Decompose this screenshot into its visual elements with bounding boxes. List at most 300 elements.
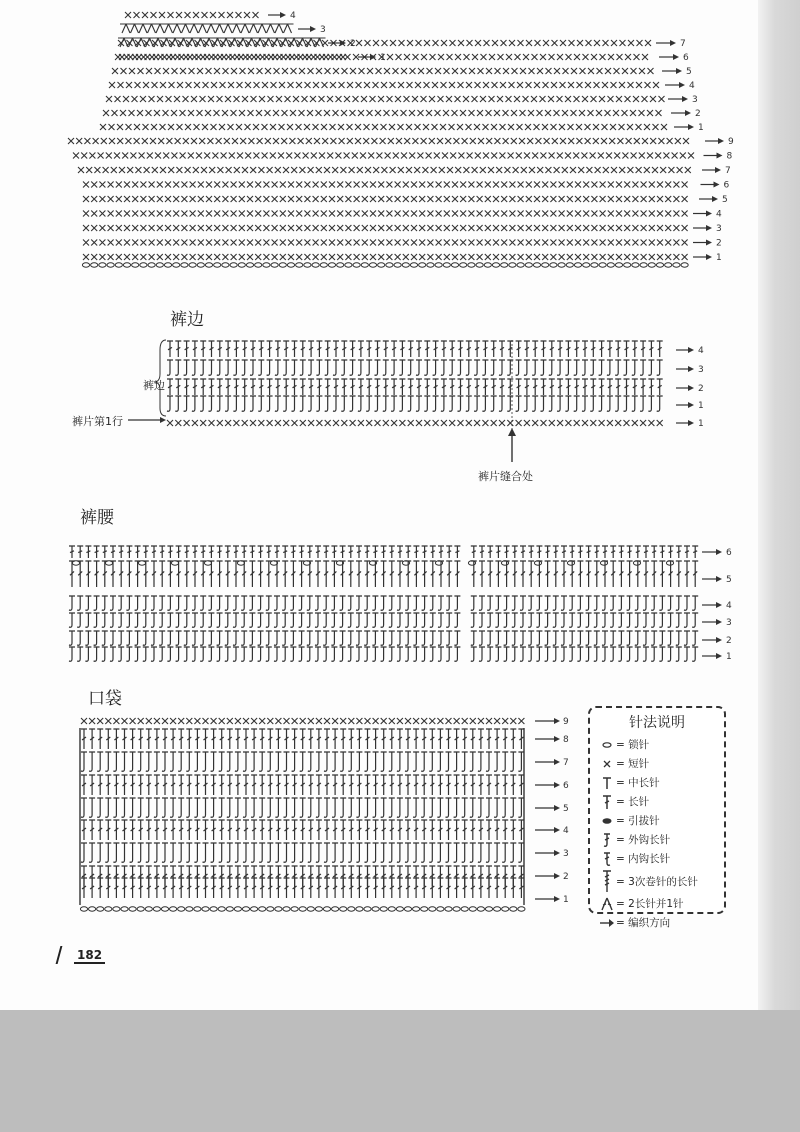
post-stitch — [113, 798, 119, 817]
post-stitch — [348, 843, 354, 862]
post-stitch — [284, 752, 290, 771]
sc-stitch — [421, 54, 427, 60]
post-stitch — [300, 843, 306, 862]
dc-stitch — [122, 878, 128, 898]
dc-stitch — [405, 729, 411, 749]
dc-stitch — [413, 775, 419, 795]
post-stitch — [356, 631, 362, 645]
triple-treble-icon — [598, 869, 616, 893]
post-stitch — [307, 631, 313, 645]
sc-stitch — [599, 96, 605, 102]
dc-stitch — [283, 379, 289, 395]
sc-stitch — [575, 225, 581, 231]
chain-stitch — [194, 907, 201, 911]
sc-stitch — [203, 82, 209, 88]
sc-stitch — [329, 196, 335, 202]
legend-item-double — [598, 792, 716, 811]
dc-stitch — [110, 546, 116, 558]
sc-stitch — [657, 254, 663, 260]
sc-stitch — [641, 225, 647, 231]
chain-stitch — [328, 263, 335, 267]
sc-stitch — [313, 182, 319, 188]
sc-stitch — [108, 254, 114, 260]
sc-stitch — [255, 54, 261, 60]
fan-stitch — [222, 24, 234, 33]
chain-stitch — [656, 263, 663, 267]
sc-stitch — [341, 110, 347, 116]
direction-arrowhead — [554, 782, 560, 788]
sc-stitch — [323, 54, 329, 60]
sc-stitch — [663, 153, 669, 159]
post-stitch — [241, 596, 247, 610]
sc-stitch — [446, 96, 452, 102]
dc-stitch — [462, 775, 468, 795]
sc-stitch — [273, 110, 279, 116]
post-stitch — [430, 631, 436, 645]
dc-stitch — [413, 878, 419, 898]
post-stitch — [399, 396, 405, 411]
sc-stitch — [247, 240, 253, 246]
sc-stitch — [149, 182, 155, 188]
sc-stitch — [221, 54, 227, 60]
chain-stitch — [323, 907, 330, 911]
sc-stitch — [239, 211, 245, 217]
chain-stitch — [681, 263, 688, 267]
post-stitch — [184, 613, 190, 627]
sc-stitch — [313, 124, 319, 130]
dc-stitch — [373, 775, 379, 795]
chain-stitch — [419, 263, 426, 267]
sc-stitch — [452, 68, 458, 74]
post-stitch — [549, 396, 555, 411]
sc-stitch — [220, 82, 226, 88]
post-stitch — [659, 613, 665, 627]
post-stitch — [381, 752, 387, 771]
sc-stitch — [497, 96, 503, 102]
post-stitch — [449, 396, 455, 411]
post-stitch — [389, 596, 395, 610]
sc-stitch — [624, 211, 630, 217]
post-stitch — [358, 360, 364, 375]
sc-stitch — [163, 110, 169, 116]
post-stitch — [372, 647, 378, 661]
dc-stitch — [186, 775, 192, 795]
sc-stitch — [435, 110, 441, 116]
sc-stitch — [316, 420, 322, 426]
sc-stitch — [637, 40, 643, 46]
sc-stitch — [262, 153, 268, 159]
post-stitch — [470, 798, 476, 817]
sc-stitch — [157, 211, 163, 217]
sc-stitch — [485, 254, 491, 260]
sc-stitch — [336, 96, 342, 102]
sc-stitch — [442, 153, 448, 159]
sc-stitch — [518, 211, 524, 217]
chain-stitch — [89, 907, 96, 911]
sc-stitch — [610, 124, 616, 130]
sc-stitch — [593, 124, 599, 130]
post-stitch — [350, 396, 356, 411]
dc-stitch — [405, 775, 411, 795]
dc-stitch — [175, 341, 181, 357]
sc-stitch — [657, 225, 663, 231]
post-stitch — [159, 613, 165, 627]
dc-stitch — [170, 820, 176, 840]
sc-stitch — [76, 138, 82, 144]
sc-stitch — [108, 182, 114, 188]
sc-stitch — [665, 196, 671, 202]
sc-stitch — [231, 240, 237, 246]
dc-stitch — [292, 729, 298, 749]
sc-stitch — [467, 40, 473, 46]
post-stitch — [553, 613, 559, 627]
sc-stitch — [493, 240, 499, 246]
sc-stitch — [194, 124, 200, 130]
dc-stitch — [594, 546, 600, 558]
post-stitch — [126, 596, 132, 610]
sc-stitch — [370, 96, 376, 102]
sc-stitch — [143, 82, 149, 88]
sc-stitch — [677, 167, 683, 173]
post-stitch — [350, 360, 356, 375]
post-stitch — [162, 843, 168, 862]
dc-stitch — [366, 341, 372, 357]
sc-stitch — [608, 54, 614, 60]
sc-stitch — [498, 54, 504, 60]
sc-stitch — [452, 110, 458, 116]
post-stitch — [536, 631, 542, 645]
sc-stitch — [321, 254, 327, 260]
post-stitch — [284, 843, 290, 862]
sc-stitch — [285, 96, 291, 102]
sc-stitch — [395, 240, 401, 246]
dc-stitch — [284, 729, 290, 749]
fan-stitch — [120, 24, 132, 33]
dc-stitch — [495, 546, 501, 558]
post-stitch — [569, 647, 575, 661]
sc-stitch — [360, 153, 366, 159]
sc-stitch — [468, 240, 474, 246]
sc-stitch — [292, 420, 298, 426]
sc-stitch — [99, 240, 105, 246]
sc-stitch — [265, 110, 271, 116]
sc-stitch — [231, 211, 237, 217]
sc-stitch — [152, 167, 158, 173]
sc-stitch — [356, 40, 362, 46]
dc-stitch — [122, 729, 128, 749]
dc-stitch — [219, 878, 225, 898]
dc-stitch — [486, 775, 492, 795]
sc-stitch — [469, 68, 475, 74]
sc-stitch — [174, 96, 180, 102]
post-stitch — [167, 631, 173, 645]
dc-stitch — [113, 729, 119, 749]
sc-stitch — [187, 54, 193, 60]
sc-stitch — [407, 82, 413, 88]
dc-stitch — [77, 546, 83, 558]
sc-stitch — [165, 196, 171, 202]
sc-stitch — [616, 182, 622, 188]
post-stitch — [242, 360, 248, 375]
sc-stitch — [140, 254, 146, 260]
sc-stitch — [594, 82, 600, 88]
sc-stitch — [455, 167, 461, 173]
direction-arrowhead — [716, 653, 722, 659]
page-number — [58, 946, 105, 964]
dc-stitch — [167, 341, 173, 357]
sc-stitch — [198, 182, 204, 188]
dc-stitch — [466, 379, 472, 395]
sc-stitch — [444, 225, 450, 231]
post-stitch — [454, 647, 460, 661]
sc-stitch — [93, 138, 99, 144]
post-stitch — [495, 631, 501, 645]
post-stitch — [599, 396, 605, 411]
sc-stitch — [170, 718, 176, 724]
sc-stitch — [98, 153, 104, 159]
post-stitch — [692, 631, 698, 645]
sc-stitch — [485, 182, 491, 188]
chain-stitch — [388, 907, 395, 911]
dc-stitch — [356, 775, 362, 795]
sc-stitch — [345, 254, 351, 260]
dc-stitch — [258, 341, 264, 357]
dc-stitch — [162, 729, 168, 749]
sc-stitch — [245, 124, 251, 130]
sc-stitch — [306, 138, 312, 144]
sc-stitch — [265, 68, 271, 74]
chain-stitch — [210, 907, 217, 911]
sc-stitch — [570, 167, 576, 173]
sc-stitch — [685, 167, 691, 173]
sc-stitch — [370, 254, 376, 260]
dc-stitch — [178, 878, 184, 898]
sc-stitch — [186, 718, 192, 724]
sc-stitch — [353, 96, 359, 102]
sc-stitch — [370, 240, 376, 246]
dc-stitch — [211, 820, 217, 840]
sc-stitch — [557, 420, 563, 426]
sc-stitch — [111, 167, 117, 173]
sc-stitch — [509, 225, 515, 231]
post-stitch — [651, 613, 657, 627]
post-stitch — [416, 360, 422, 375]
sc-stitch — [321, 182, 327, 188]
sc-stitch — [152, 82, 158, 88]
post-stitch — [438, 647, 444, 661]
fan-stitch — [154, 24, 166, 33]
direction-arrowhead — [716, 619, 722, 625]
dc-stitch — [365, 820, 371, 840]
post-stitch — [381, 631, 387, 645]
post-stitch — [200, 596, 206, 610]
sc-stitch — [645, 82, 651, 88]
post-stitch — [233, 596, 239, 610]
post-stitch — [154, 798, 160, 817]
dc-stitch — [275, 341, 281, 357]
sc-stitch — [483, 82, 489, 88]
sc-stitch — [134, 12, 140, 18]
sc-stitch — [177, 124, 183, 130]
sc-stitch — [207, 138, 213, 144]
chain-stitch — [205, 263, 212, 267]
chain-stitch — [72, 561, 79, 565]
post-stitch — [241, 613, 247, 627]
dc-stitch — [510, 820, 516, 840]
dc-stitch — [167, 379, 173, 395]
chain-stitch — [369, 263, 376, 267]
dc-stitch — [259, 729, 265, 749]
sc-stitch — [198, 240, 204, 246]
post-stitch — [243, 798, 249, 817]
sc-stitch — [128, 54, 134, 60]
post-stitch — [441, 360, 447, 375]
sc-stitch — [608, 225, 614, 231]
sc-stitch — [411, 254, 417, 260]
dc-stitch — [516, 341, 522, 357]
post-stitch — [640, 360, 646, 375]
sc-stitch — [192, 420, 198, 426]
sc-stitch — [501, 211, 507, 217]
sc-stitch — [439, 167, 445, 173]
post-stitch — [512, 613, 518, 627]
sc-stitch — [639, 153, 645, 159]
sc-stitch — [472, 96, 478, 102]
post-stitch — [316, 798, 322, 817]
post-stitch — [178, 752, 184, 771]
dc-stitch — [494, 729, 500, 749]
direction-arrowhead — [679, 82, 685, 88]
sc-stitch — [418, 110, 424, 116]
dc-stitch — [429, 729, 435, 749]
sc-stitch — [304, 254, 310, 260]
sc-stitch — [248, 138, 254, 144]
dc-stitch — [624, 379, 630, 395]
sc-stitch — [554, 167, 560, 173]
sc-stitch — [159, 12, 165, 18]
sc-stitch — [263, 240, 269, 246]
post-stitch — [405, 596, 411, 610]
sc-stitch — [503, 138, 509, 144]
post-stitch — [627, 631, 633, 645]
sc-stitch — [258, 167, 264, 173]
sc-stitch — [354, 240, 360, 246]
sc-stitch — [296, 211, 302, 217]
dc-stitch — [421, 820, 427, 840]
sc-stitch — [112, 110, 118, 116]
dc-stitch — [416, 341, 422, 357]
post-stitch — [110, 613, 116, 627]
dc-stitch — [333, 341, 339, 357]
dc-stitch — [211, 775, 217, 795]
row-number: 6 — [683, 53, 689, 63]
chain-stitch — [132, 263, 139, 267]
dc-stitch — [358, 341, 364, 357]
sc-stitch — [583, 182, 589, 188]
dc-stitch — [607, 379, 613, 395]
dc-stitch — [130, 820, 136, 840]
dc-stitch — [97, 820, 103, 840]
sc-stitch — [578, 167, 584, 173]
direction-arrowhead — [688, 124, 694, 130]
post-stitch — [433, 396, 439, 411]
post-stitch — [454, 752, 460, 771]
post-stitch — [217, 613, 223, 627]
sc-stitch — [201, 167, 207, 173]
sc-stitch — [173, 240, 179, 246]
post-stitch — [259, 843, 265, 862]
dc-stitch — [405, 878, 411, 898]
post-stitch — [602, 647, 608, 661]
dc-stitch — [413, 729, 419, 749]
dc-stitch — [429, 820, 435, 840]
sc-stitch — [401, 68, 407, 74]
post-stitch — [308, 843, 314, 862]
sc-stitch — [124, 225, 130, 231]
sc-stitch — [489, 96, 495, 102]
dc-stitch — [274, 546, 280, 558]
sc-stitch — [282, 68, 288, 74]
sc-stitch — [474, 124, 480, 130]
post-stitch — [389, 613, 395, 627]
sc-stitch — [607, 420, 613, 426]
sc-stitch — [386, 254, 392, 260]
post-stitch — [356, 596, 362, 610]
dc-stitch — [462, 729, 468, 749]
sc-stitch — [280, 240, 286, 246]
post-stitch — [610, 596, 616, 610]
dc-stitch — [365, 729, 371, 749]
post-stitch — [227, 798, 233, 817]
sc-stitch — [248, 68, 254, 74]
sc-stitch — [682, 240, 688, 246]
dc-stitch — [413, 546, 419, 558]
dc-stitch — [235, 878, 241, 898]
sc-stitch — [509, 196, 515, 202]
chain-stitch — [222, 263, 229, 267]
sc-stitch — [202, 12, 208, 18]
post-stitch — [446, 798, 452, 817]
post-stitch — [618, 647, 624, 661]
post-stitch — [292, 752, 298, 771]
chain-stitch — [477, 907, 484, 911]
sc-stitch — [381, 718, 387, 724]
sc-stitch — [432, 124, 438, 130]
sc-stitch — [132, 182, 138, 188]
dc-stitch — [227, 729, 233, 749]
post-stitch — [413, 647, 419, 661]
post-stitch — [235, 752, 241, 771]
direction-arrowhead — [688, 420, 694, 426]
direction-arrowhead — [706, 211, 712, 217]
post-stitch — [151, 613, 157, 627]
legend-text: = 2长针并1针 — [616, 898, 684, 910]
direction-arrowhead — [673, 54, 679, 60]
post-stitch — [668, 613, 674, 627]
row-number: 4 — [726, 601, 732, 611]
dc-stitch — [676, 561, 682, 587]
sc-stitch — [517, 82, 523, 88]
sc-stitch — [404, 138, 410, 144]
sc-stitch — [611, 82, 617, 88]
dc-stitch — [421, 878, 427, 898]
dc-stitch — [397, 820, 403, 840]
dc-stitch — [340, 729, 346, 749]
sc-stitch — [166, 96, 172, 102]
sc-stitch — [657, 420, 663, 426]
sc-stitch — [244, 12, 250, 18]
post-stitch — [553, 596, 559, 610]
